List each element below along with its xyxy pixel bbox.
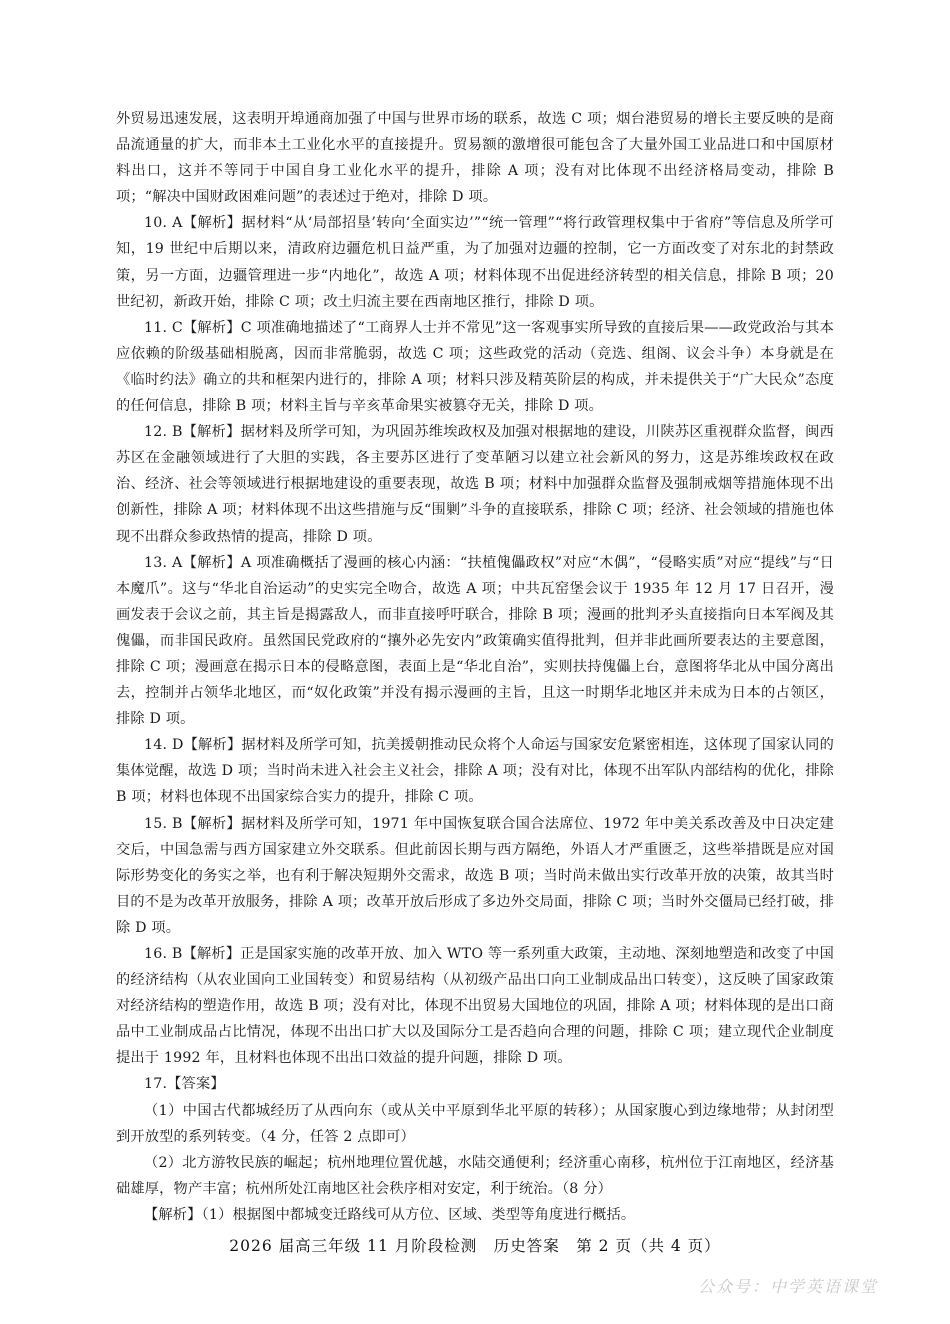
answer-17-analysis: 【解析】（1）根据图中都城变迁路线可从方位、区域、类型等角度进行概括。 [144,1206,636,1223]
answer-17-part-2: （2）北方游牧民族的崛起；杭州地理位置优越，水陆交通便利；经济重心南移，杭州位于江南地区，经济基础雄厚，物产丰富；杭州所处江南地区社会秩序相对安定，利于统治。（8 分） [116,1154,834,1197]
page-footer: 2026 届高三年级 11 月阶段检测 历史答案 第 2 页（共 4 页） [229,1237,721,1255]
answer-10: 10. A【解析】据材料“从‘局部招垦’转向‘全面实边’”“统一管理”“将行政管理权集中于省府”等信息及所学可知，19 世纪中后期以来，清政府边疆危机日益严重，为了加强对边疆的控制，它一方面改变了对东北的封禁政策，另一方面，边疆管理进一步“内地化”，故选 A 项；材料体现不出促进经济转型的相关信息，排除 B 项；20 世纪初，新政开始，排除 C 项；改土归流主要在西南地区推行，排除 D 项。 [116,215,834,310]
answer-16: 16. B【解析】正是国家实施的改革开放、加入 WTO 等一系列重大政策，主动地、深刻地塑造和改变了中国的经济结构（从农业国向工业国转变）和贸易结构（从初级产品出口向工业制成品出口转变），这反映了国家政策对经济结构的塑造作用，故选 B 项；没有对比，体现不出贸易大国地位的巩固，排除 A 项；材料体现的是出口商品中工业制成品占比情况，体现不出出口扩大以及国际分工是否趋向合理的问题，排除 C 项；建立现代企业制度提出于 1992 年，且材料也体现不出出口效益的提升问题，排除 D 项。 [116,946,834,1067]
answer-17-heading: 17.【答案】 [144,1076,225,1093]
answer-12: 12. B【解析】据材料及所学可知，为巩固苏维埃政权及加强对根据地的建设，川陕苏区重视群众监督，闽西苏区在金融领域进行了大胆的实践，各主要苏区进行了变革陋习以建立社会新风的努力，这是苏维埃政权在政治、经济、社会等领域进行根据地建设的重要表现，故选 B 项；材料中加强群众监督及强制戒烟等措施体现不出创新性，排除 A 项；材料体现不出这些措施与反“围剿”斗争的直接联系，排除 C 项；经济、社会领域的措施也体现不出群众参政热情的提高，排除 D 项。 [116,424,834,545]
answer-content [116,106,834,1228]
answer-15: 15. B【解析】据材料及所学可知，1971 年中国恢复联合国合法席位、1972 年中美关系改善及中日决定建交后，中国急需与西方国家建立外交联系。但此前因长期与西方隔绝，外语人才严重匮乏，这些举措既是应对国际形势变化的务实之举，也有利于解决短期外交需求，故选 B 项；当时尚未做出实行改革开放的决策，故其当时目的不是为改革开放服务，排除 A 项；改革开放后形成了多边外交局面，排除 C 项；当时外交僵局已经打破，排除 D 项。 [116,815,834,936]
answer-13: 13. A【解析】A 项准确概括了漫画的核心内涵：“扶植傀儡政权”对应“木偶”，“侵略实质”对应“提线”与“日本魔爪”。这与“华北自治运动”的史实完全吻合，故选 A 项；中共瓦窑堡会议于 1935 年 12 月 17 日召开，漫画发表于会议之前，其主旨是揭露敌人，而非直接呼吁联合，排除 B 项；漫画的批判矛头直接指向日本军阀及其傀儡，而非国民政府。虽然国民党政府的“攘外必先安内”政策确实值得批判，但并非此画所要表达的主要意图，排除 C 项；漫画意在揭示日本的侵略意图，表面上是“华北自治”，实则扶持傀儡上台，意图将华北从中国分离出去，控制并占领华北地区，而“奴化政策”并没有揭示漫画的主旨，且这一时期华北地区并未成为日本的占领区，排除 D 项。 [116,554,834,728]
watermark: 公众号：中学英语课堂 [697,1277,878,1296]
paragraph-continued: 外贸易迅速发展，这表明开埠通商加强了中国与世界市场的联系，故选 C 项；烟台港贸易的增长主要反映的是商品流通量的扩大，而非本土工业化水平的直接提升。贸易额的激增很可能包含了大量外国工业品进口和中国原材料出口，这并不等同于中国自身工业化水平的提升，排除 A 项；没有对比体现不出经济格局变动，排除 B 项；“解决中国财政困难问题”的表述过于绝对，排除 D 项。 [116,111,834,206]
answer-14: 14. D【解析】据材料及所学可知，抗美援朝推动民众将个人命运与国家安危紧密相连，这体现了国家认同的集体觉醒，故选 D 项；当时尚未进入社会主义社会，排除 A 项；没有对比，体现不出军队内部结构的优化，排除 B 项；材料也体现不出国家综合实力的提升，排除 C 项。 [116,737,834,806]
answer-11: 11. C【解析】C 项准确地描述了“工商界人士并不常见”这一客观事实所导致的直接后果——政党政治与其本应依赖的阶级基础相脱离，因而非常脆弱，故选 C 项；这些政党的活动（竞选、组阁、议会斗争）本身就是在《临时约法》确立的共和框架内进行的，排除 A 项；材料只涉及精英阶层的构成，并未提供关于“广大民众”态度的任何信息，排除 B 项；材料主旨与辛亥革命果实被篡夺无关，排除 D 项。 [116,319,834,415]
answer-17-part-1: （1）中国古代都城经历了从西向东（或从关中平原到华北平原的转移）；从国家腹心到边缘地带；从封闭型到开放型的系列转变。（4 分，任答 2 点即可） [116,1102,834,1145]
